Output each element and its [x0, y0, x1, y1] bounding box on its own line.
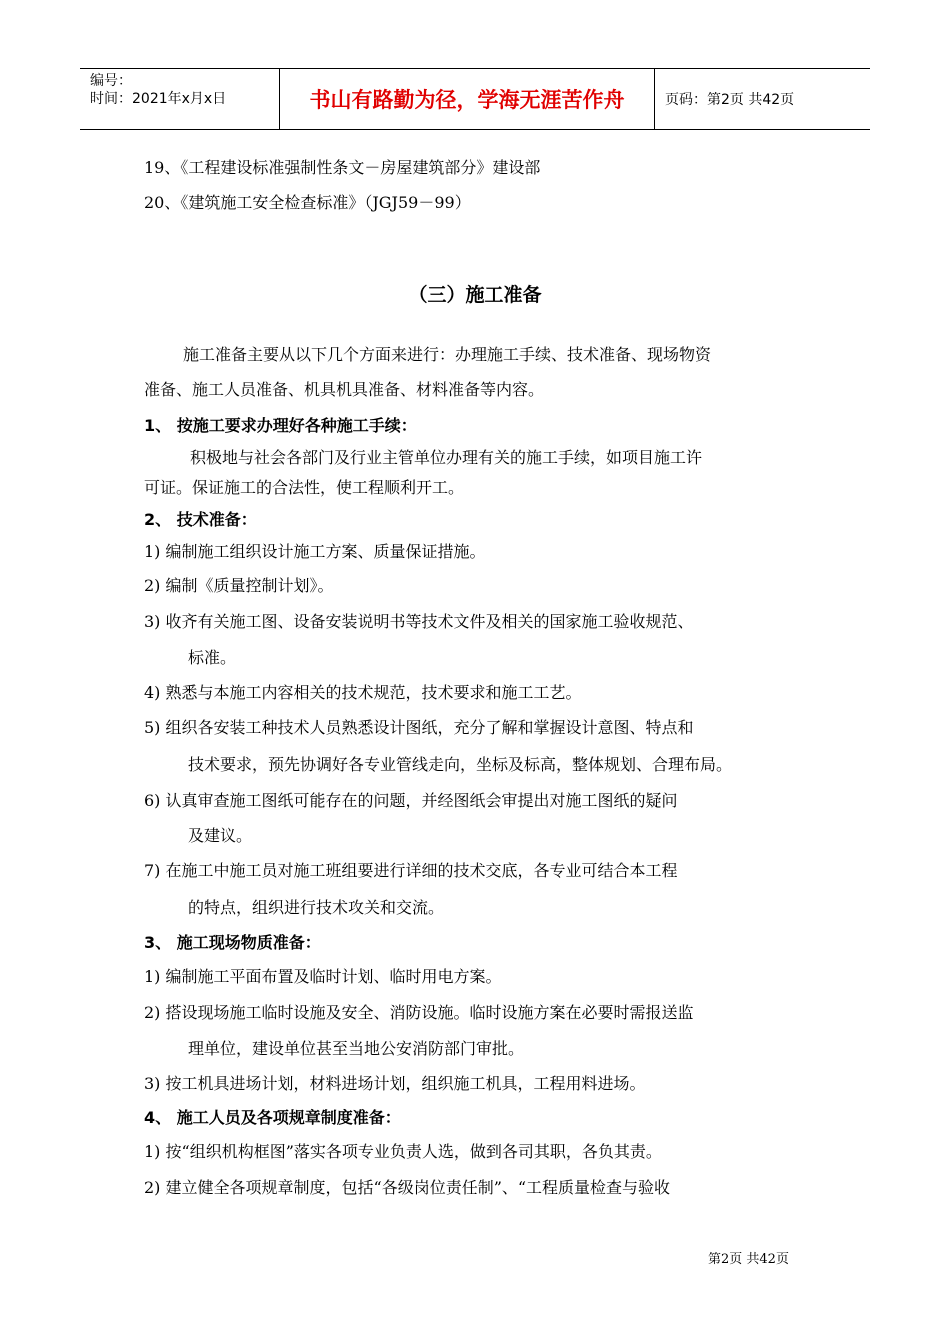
intro-line-1: 施工准备主要从以下几个方面来进行：办理施工手续、技术准备、现场物资 [183, 345, 712, 364]
time-label: 时间：2021年x月x日 [90, 91, 227, 107]
section-title: （三）施工准备 [408, 284, 542, 306]
tech-item-5-cont: 技术要求，预先协调好各专业管线走向，坐标及标高，整体规划、合理布局。 [188, 755, 733, 774]
h1-paragraph-2: 可证。保证施工的合法性，使工程顺利开工。 [144, 478, 465, 497]
tech-item-4: 4) 熟悉与本施工内容相关的技术规范，技术要求和施工工艺。 [144, 683, 582, 702]
tech-item-7-cont: 的特点，组织进行技术攻关和交流。 [188, 898, 445, 917]
h1-paragraph-1: 积极地与社会各部门及行业主管单位办理有关的施工手续，如项目施工许 [190, 448, 703, 467]
reference-20: 20、《建筑施工安全检查标准》（JGJ59－99） [144, 193, 471, 212]
reference-19: 19、《工程建设标准强制性条文－房屋建筑部分》建设部 [144, 158, 541, 177]
tech-item-2: 2) 编制《质量控制计划》。 [144, 576, 334, 595]
site-item-2-cont: 理单位，建设单位甚至当地公安消防部门审批。 [188, 1039, 525, 1058]
tech-item-5: 5) 组织各安装工种技术人员熟悉设计图纸，充分了解和掌握设计意图、特点和 [144, 718, 694, 737]
staff-item-1: 1) 按“组织机构框图”落实各项专业负责人选，做到各司其职，各负其责。 [144, 1142, 662, 1161]
page-header [80, 68, 870, 130]
page-footer: 第2页 共42页 [708, 1252, 789, 1267]
tech-item-1: 1) 编制施工组织设计施工方案、质量保证措施。 [144, 542, 486, 561]
site-item-1: 1) 编制施工平面布置及临时计划、临时用电方案。 [144, 967, 502, 986]
intro-line-2: 准备、施工人员准备、机具机具准备、材料准备等内容。 [144, 380, 545, 399]
tech-item-6: 6) 认真审查施工图纸可能存在的问题，并经图纸会审提出对施工图纸的疑问 [144, 791, 678, 810]
heading-3: 3、 施工现场物质准备： [144, 933, 321, 952]
site-item-3: 3) 按工机具进场计划，材料进场计划，组织施工机具，工程用料进场。 [144, 1074, 646, 1093]
tech-item-6-cont: 及建议。 [188, 826, 253, 845]
heading-2: 2、 技术准备： [144, 510, 257, 529]
heading-4: 4、 施工人员及各项规章制度准备： [144, 1108, 401, 1127]
heading-1: 1、 按施工要求办理好各种施工手续： [144, 416, 417, 435]
tech-item-7: 7) 在施工中施工员对施工班组要进行详细的技术交底，各专业可结合本工程 [144, 861, 678, 880]
tech-item-3: 3) 收齐有关施工图、设备安装说明书等技术文件及相关的国家施工验收规范、 [144, 612, 694, 631]
tech-item-3-cont: 标准。 [188, 648, 237, 667]
header-meta [80, 69, 280, 129]
header-motto: 书山有路勤为径，学海无涯苦作舟 [280, 69, 655, 129]
site-item-2: 2) 搭设现场施工临时设施及安全、消防设施。临时设施方案在必要时需报送监 [144, 1003, 694, 1022]
code-label: 编号： [90, 73, 132, 89]
header-page-label: 页码：第2页 共42页 [665, 92, 795, 108]
staff-item-2: 2) 建立健全各项规章制度，包括“各级岗位责任制”、“工程质量检查与验收 [144, 1178, 671, 1197]
